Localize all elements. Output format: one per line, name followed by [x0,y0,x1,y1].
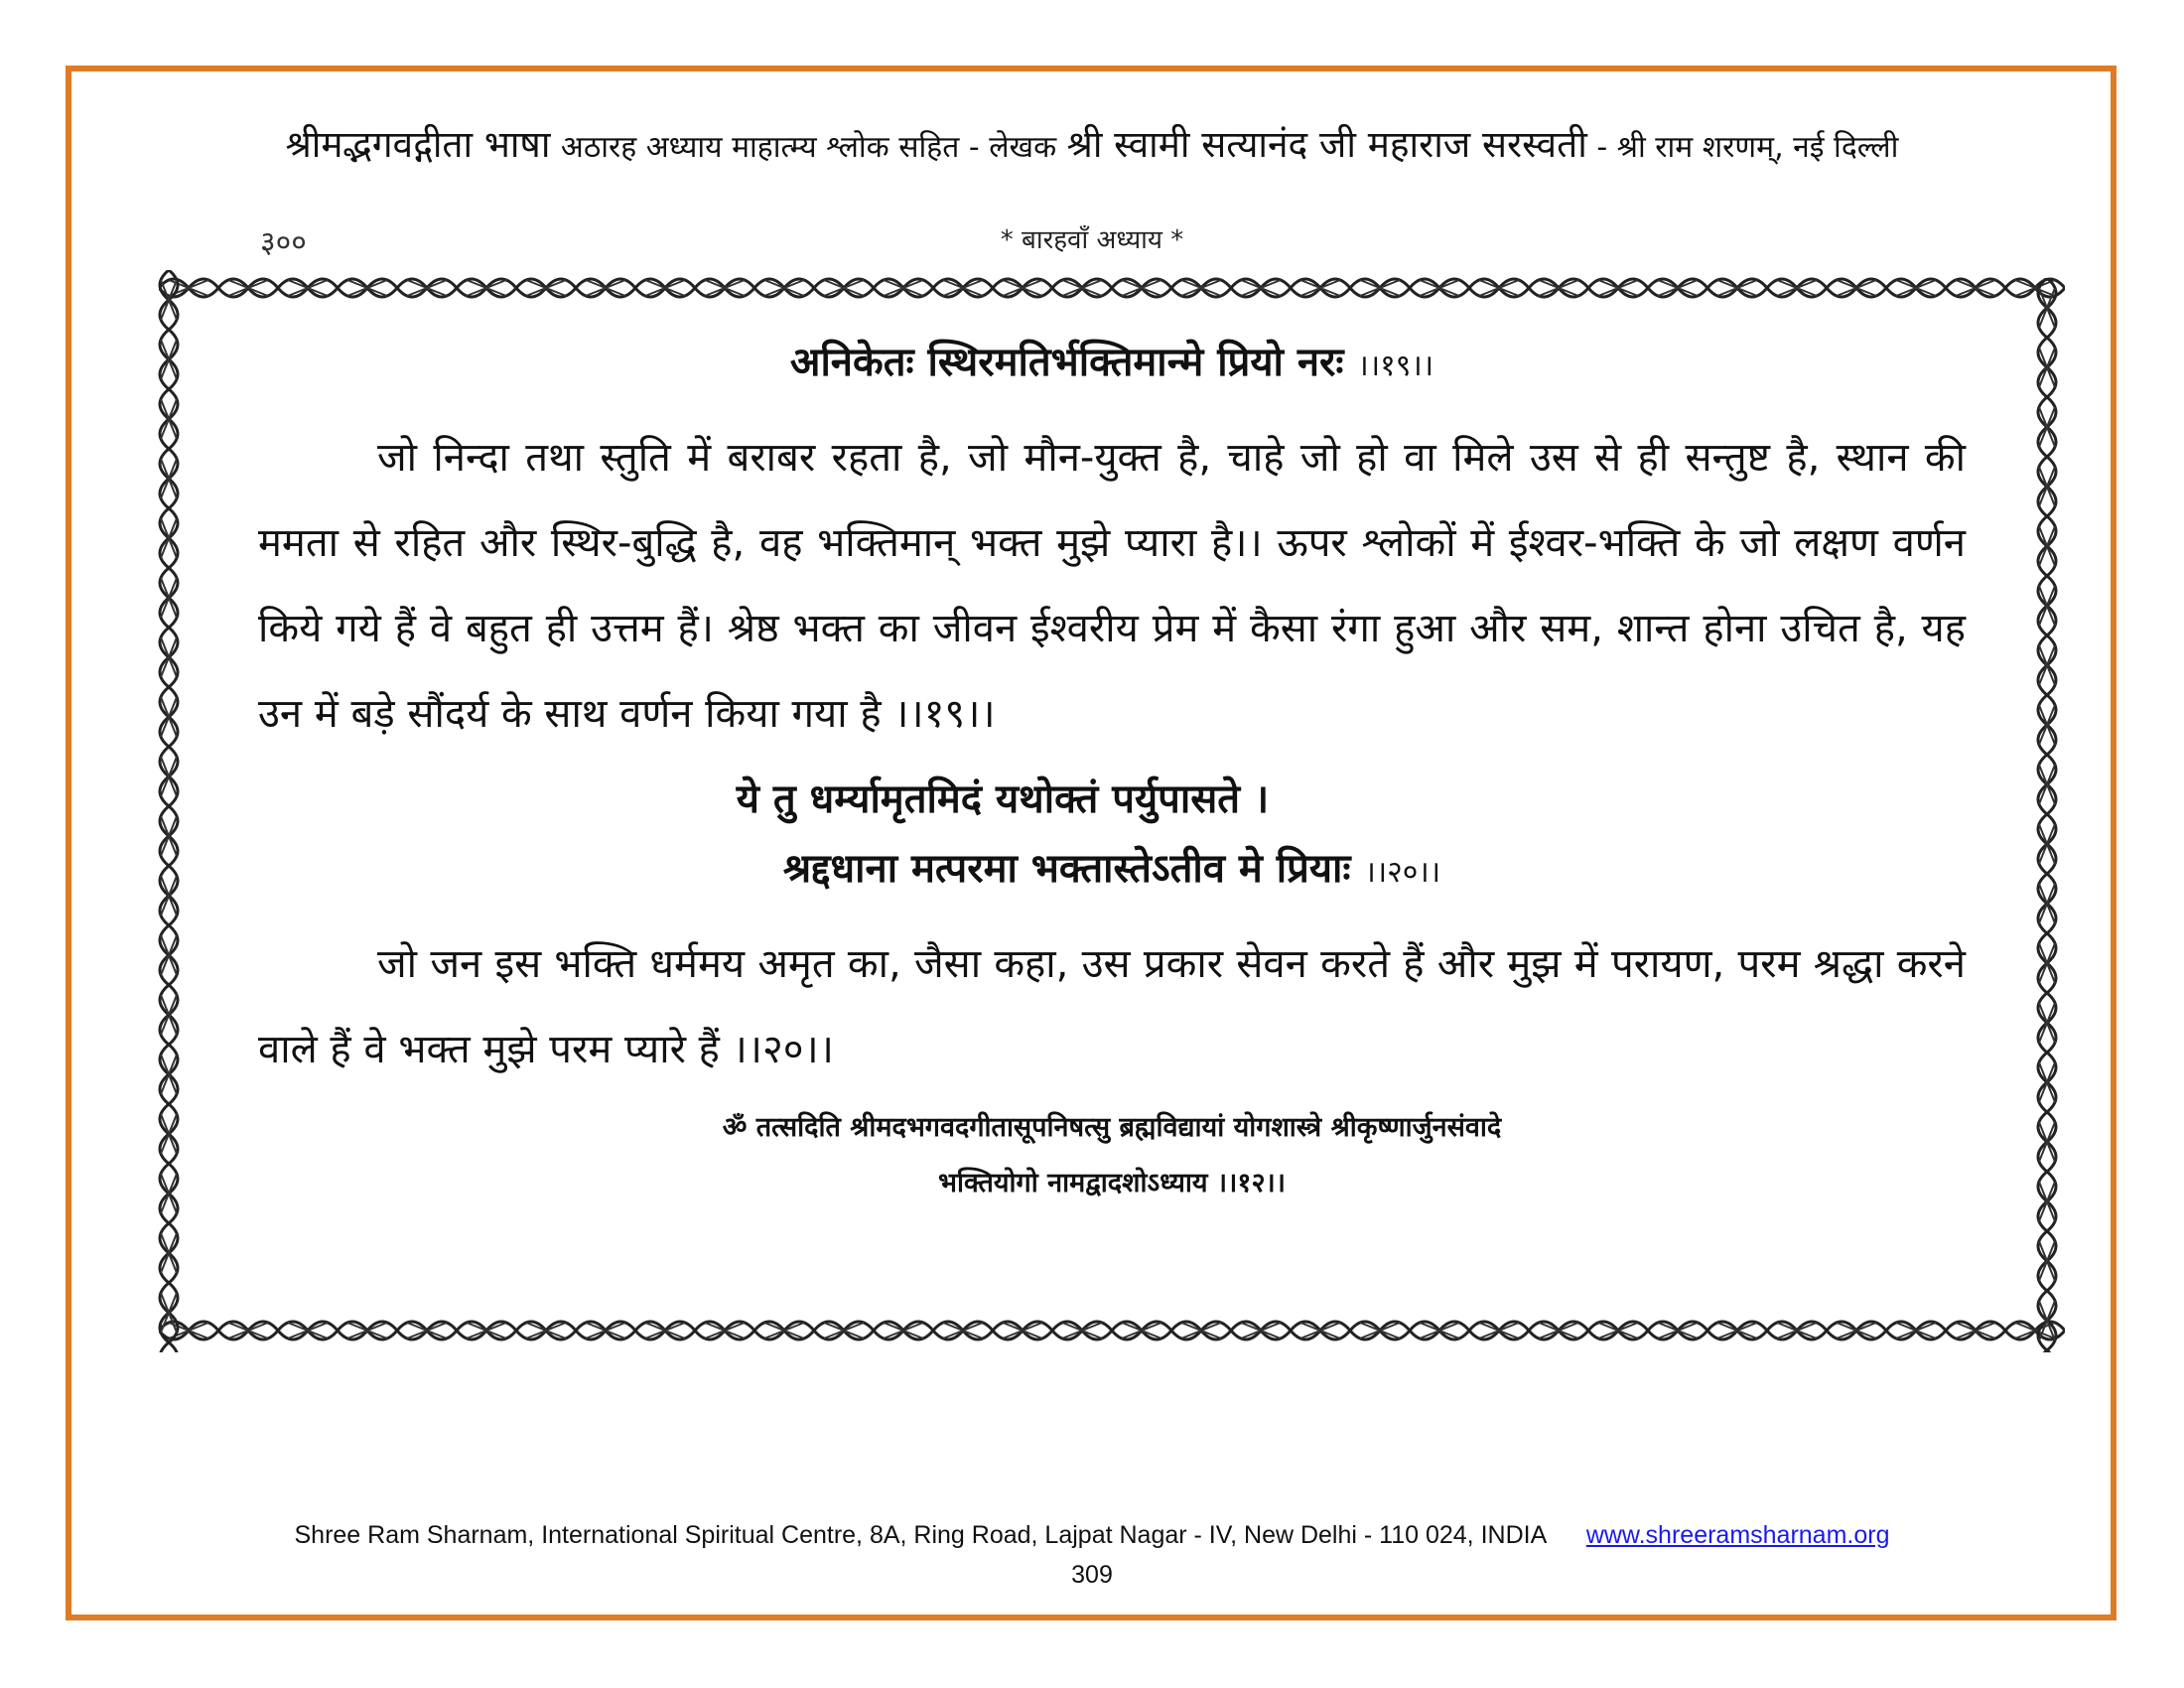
chapter-title: * बारहवाँ अध्याय * [1000,225,1184,255]
verse-19-text: अनिकेतः स्थिरमतिर्भक्तिमान्मे प्रियो नरः [789,340,1344,385]
commentary-19-text: जो निन्दा तथा स्तुति में बराबर रहता है, जो मौन-युक्त है, चाहे जो हो वा मिले उस से ही सन्तुष्ट है, स्थान की ममता से रहित और स्थिर-बुद्धि है, वह भक्तिमान् भक्त मुझे प्यारा है।। ऊपर श्लोकों में ईश्वर-भक्ति के जो लक्षण वर्णन किये गये हैं वे बहुत ही उत्तम हैं। श्रेष्ठ भक्त का जीवन ईश्वरीय प्रेम में कैसा रंगा हुआ और सम, शान्त होना उचित है, यह उन में बड़े सौंदर्य के साथ वर्णन किया गया है ।।१९।। [258,435,1966,737]
footer-page-number: 309 [1071,1561,1113,1589]
colophon-line-1: ॐ तत्सदिति श्रीमदभगवदगीतासूपनिषत्सु ब्रह्मविद्यायां योगशास्त्रे श्रीकृष्णार्जुनसंवादे [722,1112,1502,1143]
footer-line [0,1521,2184,1550]
book-subtitle: अठारह अध्याय माहात्म्य श्लोक सहित - लेखक [560,130,1057,165]
verse-20-text: श्रद्दधाना मत्परमा भक्तास्तेऽतीव मे प्रियाः [782,846,1351,892]
ornamental-border-bottom [159,1309,2065,1352]
verse-19 [258,328,1966,401]
website-link[interactable]: www.shreeramsharnam.org [1585,1521,1890,1549]
commentary-19 [258,415,1966,757]
verse-20-line-1: ये तु धर्म्यामृतमिदं यथोक्तं पर्युपासते । [736,776,1270,822]
ornamental-border-right [2025,278,2069,1352]
commentary-20-text: जो जन इस भक्ति धर्ममय अमृत का, जैसा कहा, उस प्रकार सेवन करते हैं और मुझ में परायण, परम श्रद्धा करने वाले हैं वे भक्त मुझे परम प्यारे हैं ।।२०।। [258,941,1966,1072]
book-title: श्रीमद्भगवद्गीता भाषा [285,123,551,166]
header-line [0,117,2184,168]
ornamental-border-top [159,266,2065,310]
commentary-20 [258,921,1966,1092]
footer-address: Shree Ram Sharnam, International Spiritual Centre, 8A, Ring Road, Lajpat Nagar - IV, New Delhi - 110 024, INDIA [294,1521,1546,1549]
author-name: श्री स्वामी सत्यानंद जी महाराज सरस्वती [1066,123,1587,166]
publisher-name: श्री राम शरणम्, नई दिल्ली [1616,130,1899,165]
header-separator: - [1586,130,1617,165]
scanned-page-content [258,328,1966,1211]
verse-20-number: ।।२०।। [1364,855,1441,890]
verse-19-number: ।।१९।। [1357,349,1434,383]
colophon-line-2: भक्तियोगो नामद्वादशोऽध्याय ।।१२।। [938,1168,1286,1198]
verse-20-line-2 [258,834,1966,908]
scan-page-number: ३०० [260,225,307,260]
